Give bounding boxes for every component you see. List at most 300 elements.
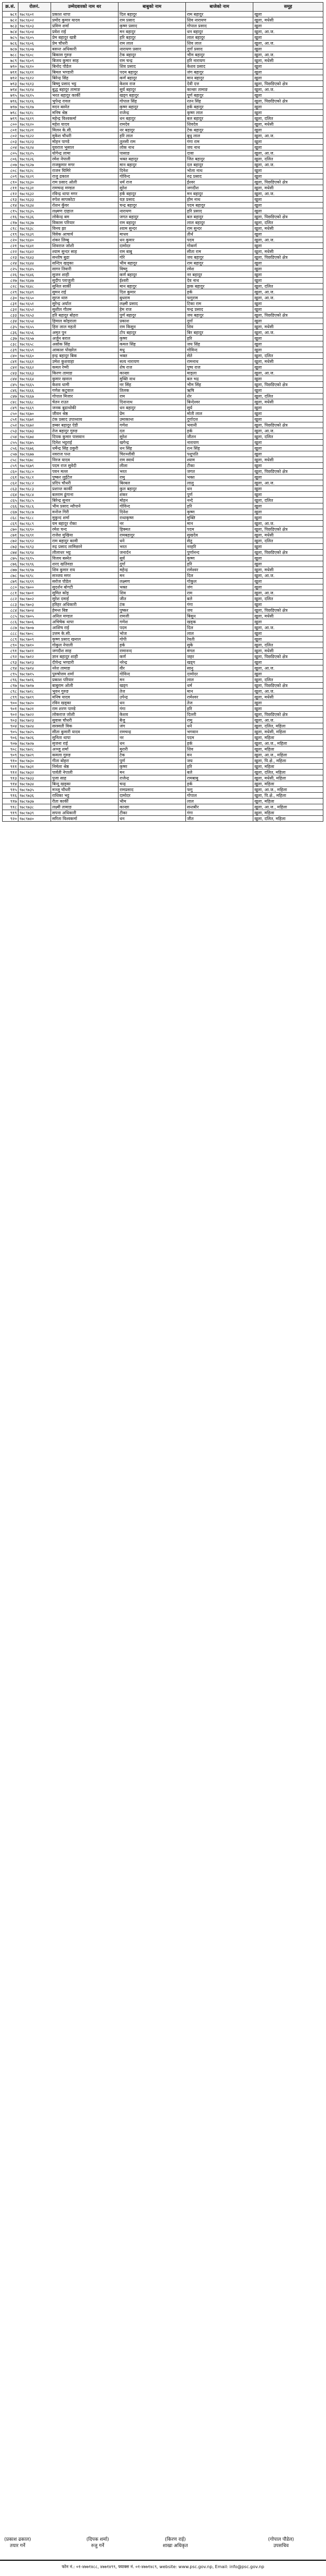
cell-roll-number: ९७८९६७७ — [18, 451, 51, 457]
cell-father-name: भरत — [118, 469, 186, 474]
cell-candidate-name: मनोज गिरी — [51, 509, 118, 515]
table-row — [3, 110, 323, 116]
cell-serial-number: ८६८ — [3, 515, 18, 521]
cell-groups: खुला — [253, 602, 323, 608]
cell-candidate-name: प्रेम बहादुर खत्री — [51, 35, 118, 41]
cell-grandfather-name: सन्तबीर — [186, 804, 253, 810]
cell-father-name: धर्म राज — [118, 179, 186, 185]
cell-groups: खुला, आ.ज. — [253, 689, 323, 694]
cell-father-name: गणेश — [118, 619, 186, 625]
cell-grandfather-name: होम नाथ — [186, 197, 253, 203]
cell-groups: खुला — [253, 139, 323, 145]
cell-groups: खुला, पिछडिएको क्षेत्र — [253, 81, 323, 87]
cell-father-name: दिनेश — [118, 509, 186, 515]
cell-father-name: जनार्दन — [118, 550, 186, 555]
cell-roll-number: ९७८९६६१ — [18, 359, 51, 365]
cell-serial-number: ८०३ — [3, 139, 18, 145]
cell-candidate-name: श्याम सुन्दर साह — [51, 249, 118, 255]
cell-father-name: केशव राज — [118, 81, 186, 87]
cell-groups: खुला — [253, 266, 323, 272]
cell-father-name: भक्त — [118, 353, 186, 359]
cell-groups: खुला, पिछडिएको क्षेत्र — [253, 608, 323, 613]
cell-father-name: राधाकृष्ण — [118, 515, 186, 521]
cell-father-name: दिल बहादुर — [118, 12, 186, 17]
cell-candidate-name: राजु ढकाल — [51, 174, 118, 179]
cell-roll-number: ९७८९७११ — [18, 648, 51, 654]
table-row — [3, 370, 323, 376]
cell-groups: खुला — [253, 365, 323, 370]
table-row — [3, 116, 323, 122]
table-row — [3, 295, 323, 301]
cell-groups: खुला — [253, 203, 323, 208]
table-row — [3, 81, 323, 87]
cell-candidate-name: लोकराज जोशी — [51, 712, 118, 718]
cell-roll-number: ९७८९६९५ — [18, 555, 51, 561]
cell-roll-number: ९७८९६२७ — [18, 162, 51, 168]
cell-groups: खुला, आ.ज. — [253, 29, 323, 35]
cell-father-name: पुष्कर — [118, 608, 186, 613]
cell-father-name: ईश्वरी — [118, 278, 186, 284]
table-row — [3, 318, 323, 324]
cell-serial-number: ८१० — [3, 179, 18, 185]
table-row — [3, 428, 323, 434]
cell-father-name: कृष्ण — [118, 764, 186, 770]
cell-serial-number: ८३० — [3, 295, 18, 301]
cell-serial-number: ८२५ — [3, 266, 18, 272]
cell-father-name: राम प्रसाद — [118, 17, 186, 23]
table-row — [3, 758, 323, 764]
cell-groups: खुला, आ.ज. — [253, 625, 323, 631]
cell-groups: खुला, दलित — [253, 538, 323, 544]
cell-father-name: चन्द्र — [118, 781, 186, 787]
cell-father-name: पासाङ — [118, 150, 186, 156]
cell-father-name: जगत बहादुर — [118, 214, 186, 220]
cell-groups: खुला — [253, 168, 323, 174]
cell-serial-number: ८२७ — [3, 278, 18, 284]
cell-roll-number: ९७८९६८६ — [18, 503, 51, 509]
cell-grandfather-name: जीत — [186, 816, 253, 822]
cell-candidate-name: दिनेश भट्टराई — [51, 440, 118, 446]
cell-father-name: गंगा — [118, 706, 186, 712]
table-row — [3, 625, 323, 631]
cell-roll-number: ९७८९६३२ — [18, 191, 51, 197]
cell-father-name: तेज — [118, 689, 186, 694]
cell-candidate-name: रविन खड्का — [51, 700, 118, 706]
cell-serial-number: ७८२ — [3, 17, 18, 23]
cell-father-name: राम चन्द्र — [118, 58, 186, 64]
table-row — [3, 41, 323, 46]
cell-candidate-name: रविन्द्र थापा मगर — [51, 191, 118, 197]
cell-father-name: गणेश — [118, 422, 186, 428]
cell-grandfather-name: जित बहादुर — [186, 156, 253, 162]
cell-grandfather-name: मंगल — [186, 648, 253, 654]
cell-groups: खुला — [253, 23, 323, 29]
cell-grandfather-name: तेज — [186, 700, 253, 706]
cell-roll-number: ९७८९६१७ — [18, 104, 51, 110]
cell-candidate-name: रुपेश सापकोटा — [51, 197, 118, 203]
table-row — [3, 781, 323, 787]
cell-roll-number: ९७८९६०२ — [18, 17, 51, 23]
cell-grandfather-name: हर्क — [186, 428, 253, 434]
cell-serial-number: ८५९ — [3, 463, 18, 469]
cell-grandfather-name: कृष्ण लाल — [186, 110, 253, 116]
cell-grandfather-name: शिव — [186, 746, 253, 752]
table-row — [3, 527, 323, 532]
cell-candidate-name: सुरेन्द्र अर्याल — [51, 301, 118, 307]
cell-roll-number: ९७८९६२० — [18, 122, 51, 127]
cell-groups: खुला, आ.ज. — [253, 590, 323, 596]
cell-father-name: कृष्ण बहादुर — [118, 104, 186, 110]
cell-roll-number: ९७८९७२२ — [18, 712, 51, 718]
cell-groups: खुला, महिला — [253, 735, 323, 741]
cell-grandfather-name: दावा — [186, 150, 253, 156]
cell-groups: खुला, पिछडिएको क्षेत्र — [253, 382, 323, 388]
cell-groups: खुला — [253, 700, 323, 706]
cell-groups: खुला, आ.ज. — [253, 41, 323, 46]
cell-serial-number: ८५५ — [3, 440, 18, 446]
cell-roll-number: ९७८९६५७ — [18, 336, 51, 341]
cell-serial-number: ८७३ — [3, 544, 18, 550]
cell-groups: खुला, दलित — [253, 642, 323, 648]
cell-grandfather-name: टेक बहादुर — [186, 127, 253, 133]
cell-candidate-name: सुरज थारु — [51, 295, 118, 301]
contact-footer: फोन नं.: ०१-४७७१४८८, ४७७१४९९, फ्याक्स नं. ०१-४७७१४८९, website: www.psc.gov.np, Email: info@psc.gov.np — [0, 2560, 326, 2576]
table-row — [3, 602, 323, 608]
cell-serial-number: ८५७ — [3, 451, 18, 457]
cell-father-name: बुधराम — [118, 295, 186, 301]
verified-by-title: शाखा अधिकृत — [163, 2543, 188, 2549]
cell-father-name: खड्ग — [118, 683, 186, 689]
cell-candidate-name: गोपाल मिजार — [51, 393, 118, 399]
cell-roll-number: ९७८९७०६ — [18, 619, 51, 625]
cell-groups: खुला, आ.ज. — [253, 295, 323, 301]
table-row — [3, 764, 323, 770]
table-row — [3, 555, 323, 561]
table-row — [3, 324, 323, 330]
cell-grandfather-name: लाल — [186, 677, 253, 683]
cell-grandfather-name: केशव प्रसाद — [186, 64, 253, 69]
cell-father-name: केशव — [118, 712, 186, 718]
cell-serial-number: ९०६ — [3, 735, 18, 741]
cell-candidate-name: इन्द्र बहादुर बिक — [51, 353, 118, 359]
table-row — [3, 58, 323, 64]
cell-grandfather-name: पूर्ण बहादुर — [186, 93, 253, 98]
cell-father-name: हर्क — [118, 642, 186, 648]
cell-serial-number: ८५१ — [3, 417, 18, 422]
cell-serial-number: ७८४ — [3, 29, 18, 35]
cell-candidate-name: भुवन गुरुङ — [51, 689, 118, 694]
cell-father-name: धन कुमार — [118, 237, 186, 243]
cell-serial-number: ८२१ — [3, 243, 18, 249]
cell-father-name: नरेन्द्र — [118, 660, 186, 665]
cell-serial-number: ८१८ — [3, 226, 18, 231]
cell-serial-number: ८७६ — [3, 561, 18, 567]
cell-groups: खुला, मधेसी — [253, 567, 323, 573]
cell-roll-number: ९७८९६५५ — [18, 324, 51, 330]
cell-father-name: राम लाल — [118, 41, 186, 46]
cell-grandfather-name: रामनाथ — [186, 359, 253, 365]
table-row — [3, 301, 323, 307]
cell-groups: खुला, दलित — [253, 353, 323, 359]
table-row — [3, 567, 323, 573]
cell-groups: खुला, आ.ज., महिला — [253, 787, 323, 793]
cell-roll-number: ९७८९६०५ — [18, 35, 51, 41]
cell-groups: खुला, मधेसी — [253, 359, 323, 365]
cell-groups: खुला, मधेसी — [253, 613, 323, 619]
header-father-name: बाबुको नाम — [118, 3, 186, 12]
cell-candidate-name: प्रकाश थापा — [51, 12, 118, 17]
cell-serial-number: ८८४ — [3, 608, 18, 613]
cell-candidate-name: युवराज भुसाल — [51, 145, 118, 150]
cell-grandfather-name: शिव लाल — [186, 41, 253, 46]
cell-serial-number: ८०४ — [3, 145, 18, 150]
cell-candidate-name: सुमन राई — [51, 289, 118, 295]
cell-grandfather-name: पुर्ण — [186, 492, 253, 498]
prepared-by-signature — [4, 2537, 31, 2549]
cell-roll-number: ९७८९७३४ — [18, 781, 51, 787]
cell-grandfather-name: भक्त — [186, 474, 253, 480]
cell-father-name: गोविन्द — [118, 503, 186, 509]
cell-father-name: राम बहादुर — [118, 220, 186, 226]
table-header-row — [3, 3, 323, 12]
cell-candidate-name: किरण तामाङ — [51, 370, 118, 376]
cell-candidate-name: शिवराज जोशी — [51, 243, 118, 249]
cell-candidate-name: रोशन कुँवर — [51, 203, 118, 208]
cell-groups: खुला, दलित — [253, 393, 323, 399]
table-row — [3, 289, 323, 295]
cell-candidate-name: मनिष यादव — [51, 694, 118, 700]
table-row — [3, 509, 323, 515]
cell-father-name: दल — [118, 428, 186, 434]
cell-grandfather-name: रत्न सिंह — [186, 446, 253, 451]
cell-candidate-name: राजन घिमिरे — [51, 168, 118, 174]
cell-roll-number: ९७८९७०० — [18, 584, 51, 590]
cell-groups: खुला — [253, 260, 323, 266]
cell-groups: खुला — [253, 509, 323, 515]
cell-father-name: दामोदर — [118, 793, 186, 799]
cell-groups: खुला — [253, 544, 323, 550]
table-row — [3, 17, 323, 23]
cell-candidate-name: अञ्जु शर्मा — [51, 746, 118, 752]
cell-serial-number: ८६६ — [3, 503, 18, 509]
cell-groups: खुला — [253, 110, 323, 116]
cell-roll-number: ९७८९७३५ — [18, 787, 51, 793]
cell-father-name: सुर्य — [118, 555, 186, 561]
cell-grandfather-name: दल बहादुर — [186, 162, 253, 168]
cell-grandfather-name: बल बहादुर — [186, 116, 253, 122]
cell-roll-number: ९७८९६१२ — [18, 75, 51, 81]
cell-grandfather-name: राम बहादुर — [186, 260, 253, 266]
cell-serial-number: ८१३ — [3, 197, 18, 203]
cell-father-name: भीम बहादुर — [118, 260, 186, 266]
table-row — [3, 440, 323, 446]
cell-father-name: मान बहादुर — [118, 162, 186, 168]
cell-roll-number: ९७८९७१८ — [18, 689, 51, 694]
cell-serial-number: ७९१ — [3, 69, 18, 75]
cell-roll-number: ९७८९७०५ — [18, 613, 51, 619]
cell-father-name: पुर्ण बहादुर — [118, 312, 186, 318]
cell-groups: खुला, मधेसी — [253, 532, 323, 538]
cell-grandfather-name: मान बहादुर — [186, 75, 253, 81]
cell-grandfather-name: नारायण — [186, 440, 253, 446]
cell-grandfather-name: धर्म — [186, 683, 253, 689]
cell-roll-number: ९७८९६६४ — [18, 376, 51, 382]
cell-roll-number: ९७८९६५० — [18, 295, 51, 301]
cell-father-name: तुलसी राम — [118, 139, 186, 145]
cell-candidate-name: निरज यादव — [51, 457, 118, 463]
cell-serial-number: ८४४ — [3, 376, 18, 382]
cell-grandfather-name: जगत — [186, 469, 253, 474]
cell-candidate-name: सागर तिवारी — [51, 266, 118, 272]
cell-serial-number: ८३६ — [3, 330, 18, 336]
cell-serial-number: ८७५ — [3, 555, 18, 561]
cell-grandfather-name: भगवान — [186, 729, 253, 735]
cell-candidate-name: बिरेन्द्र सुनार — [51, 498, 118, 503]
cell-grandfather-name: रामेश्वर — [186, 567, 253, 573]
cell-father-name: दुर्गा — [118, 561, 186, 567]
cell-groups: खुला — [253, 75, 323, 81]
cell-candidate-name: राम बहादुर कामी — [51, 538, 118, 544]
table-row — [3, 446, 323, 451]
cell-grandfather-name: लालु — [186, 480, 253, 486]
cell-groups: खुला, महिला — [253, 764, 323, 770]
cell-candidate-name: बिन्दु खड्का — [51, 781, 118, 787]
cell-grandfather-name: ऋषि — [186, 388, 253, 393]
cell-serial-number: ८६१ — [3, 474, 18, 480]
cell-father-name: सत्य नारायण — [118, 359, 186, 365]
cell-groups: खुला — [253, 336, 323, 341]
cell-candidate-name: सञ्जय मगर — [51, 573, 118, 579]
cell-grandfather-name: ईश्वर — [186, 179, 253, 185]
table-row — [3, 376, 323, 382]
table-row — [3, 266, 323, 272]
cell-roll-number: ९७८९७३२ — [18, 770, 51, 775]
cell-roll-number: ९७८९६९४ — [18, 550, 51, 555]
cell-serial-number: ८२९ — [3, 289, 18, 295]
cell-serial-number: ८८१ — [3, 590, 18, 596]
cell-roll-number: ९७८९६३१ — [18, 185, 51, 191]
table-row — [3, 341, 323, 347]
cell-serial-number: ८९७ — [3, 683, 18, 689]
cell-serial-number: ९०३ — [3, 718, 18, 723]
cell-serial-number: ७९३ — [3, 81, 18, 87]
cell-grandfather-name: भीम बहादुर — [186, 52, 253, 58]
cell-roll-number: ९७८९६४२ — [18, 249, 51, 255]
cell-grandfather-name: रमेश — [186, 266, 253, 272]
cell-serial-number: ८४८ — [3, 399, 18, 405]
cell-roll-number: ९७८९६३५ — [18, 208, 51, 214]
cell-groups: खुला — [253, 46, 323, 52]
cell-father-name: कृष्ण — [118, 336, 186, 341]
table-row — [3, 660, 323, 665]
cell-groups: खुला, दलित — [253, 220, 323, 226]
cell-roll-number: ९७८९६०३ — [18, 23, 51, 29]
table-row — [3, 434, 323, 440]
cell-serial-number: ८४५ — [3, 382, 18, 388]
cell-candidate-name: पदम राज सुवेदी — [51, 463, 118, 469]
cell-groups: खुला — [253, 64, 323, 69]
cell-grandfather-name: खड्ग — [186, 660, 253, 665]
cell-grandfather-name: चन्द्र प्रसाद — [186, 307, 253, 312]
cell-father-name: धन बहादुर — [118, 116, 186, 122]
cell-candidate-name: कमल रेग्मी — [51, 365, 118, 370]
cell-candidate-name: राजेश मुखिया — [51, 532, 118, 538]
cell-grandfather-name: धन — [186, 486, 253, 492]
cell-roll-number: ९७८९७०९ — [18, 637, 51, 642]
cell-grandfather-name: फगुराम — [186, 295, 253, 301]
cell-serial-number: ९१८ — [3, 804, 18, 810]
table-body — [3, 12, 323, 822]
table-row — [3, 532, 323, 538]
cell-father-name: गोविन्द — [118, 671, 186, 677]
cell-father-name: शिव — [118, 590, 186, 596]
cell-father-name: हेम राज — [118, 307, 186, 312]
cell-candidate-name: सुरेश दमाई — [51, 596, 118, 602]
cell-father-name: लक्ष्मण — [118, 579, 186, 584]
cell-serial-number: ९०१ — [3, 706, 18, 712]
cell-grandfather-name: सुखदेव — [186, 532, 253, 538]
cell-grandfather-name: राम सुन्दर — [186, 226, 253, 231]
table-row — [3, 451, 323, 457]
cell-candidate-name: कुमार खनाल — [51, 376, 118, 382]
table-row — [3, 231, 323, 237]
cell-candidate-name: प्रविण शर्मा — [51, 23, 118, 29]
table-row — [3, 220, 323, 226]
cell-father-name: मन बहादुर — [118, 29, 186, 35]
cell-serial-number: ८३७ — [3, 336, 18, 341]
cell-father-name: सुर्य बहादुर — [118, 87, 186, 93]
cell-serial-number: ७८७ — [3, 46, 18, 52]
cell-roll-number: ९७८९६१६ — [18, 98, 51, 104]
cell-roll-number: ९७८९६७६ — [18, 446, 51, 451]
cell-grandfather-name: कान्छा तामाङ — [186, 87, 253, 93]
cell-roll-number: ९७८९७३० — [18, 758, 51, 764]
cell-serial-number: ८७४ — [3, 550, 18, 555]
cell-father-name: मोहन — [118, 498, 186, 503]
cell-candidate-name: दीपेन्द्र भण्डारी — [51, 660, 118, 665]
table-row — [3, 799, 323, 804]
cell-grandfather-name: जहर — [186, 654, 253, 660]
cell-grandfather-name: रेवती — [186, 637, 253, 642]
cell-father-name: रामजी — [118, 613, 186, 619]
cell-father-name: भरत — [118, 544, 186, 550]
cell-roll-number: ९७८९६४६ — [18, 272, 51, 278]
table-row — [3, 718, 323, 723]
cell-candidate-name: कमला गुरुङ — [51, 752, 118, 758]
cell-serial-number: ९०५ — [3, 729, 18, 735]
approved-by-title: उपसचिव — [273, 2543, 289, 2549]
cell-serial-number: ८८३ — [3, 602, 18, 608]
cell-candidate-name: गणेश कटुवाल — [51, 388, 118, 393]
table-row — [3, 226, 323, 231]
cell-serial-number: ८१२ — [3, 191, 18, 197]
cell-candidate-name: नवराज पन्त — [51, 451, 118, 457]
cell-candidate-name: बिजय कुमार साह — [51, 58, 118, 64]
cell-groups: खुला — [253, 584, 323, 590]
cell-grandfather-name: जय — [186, 608, 253, 613]
cell-candidate-name: पुष्कर लुईटेल — [51, 474, 118, 480]
cell-roll-number: ९७८९६७८ — [18, 457, 51, 463]
cell-groups: खुला — [253, 318, 323, 324]
cell-candidate-name: ज्ञान बहादुर शाही — [51, 654, 118, 660]
table-row — [3, 214, 323, 220]
cell-serial-number: ८२० — [3, 237, 18, 243]
cell-father-name: दिनेश — [118, 168, 186, 174]
table-row — [3, 168, 323, 174]
cell-serial-number: ८४२ — [3, 365, 18, 370]
cell-groups: खुला, मधेसी — [253, 399, 323, 405]
cell-serial-number: ७८३ — [3, 23, 18, 29]
